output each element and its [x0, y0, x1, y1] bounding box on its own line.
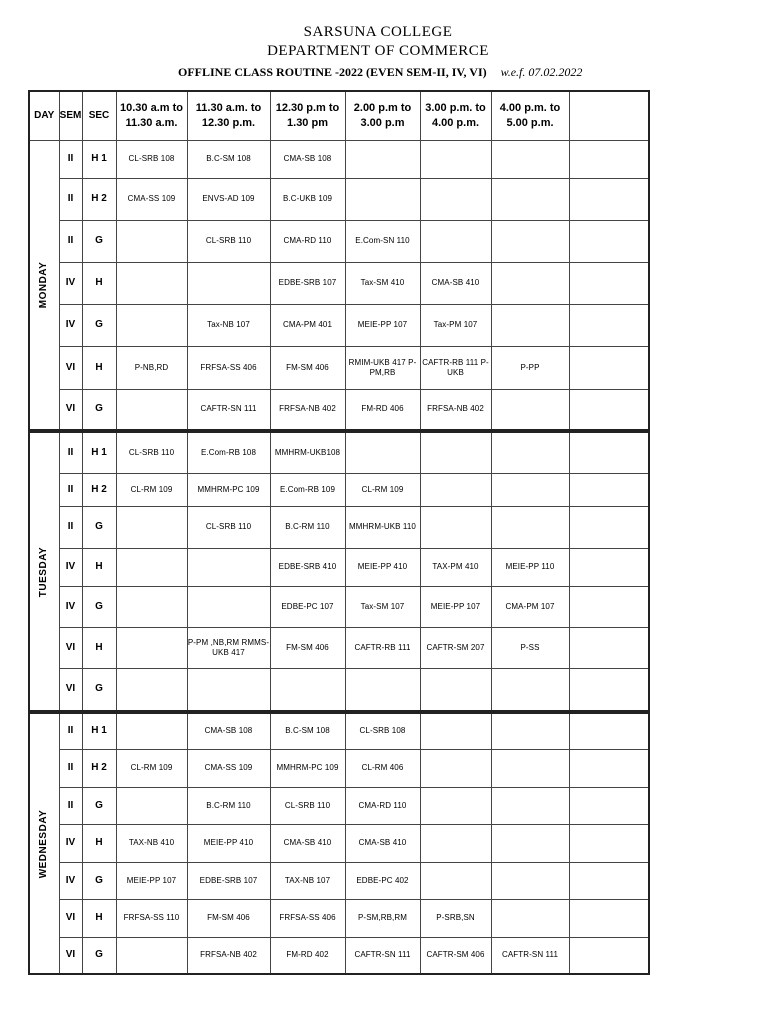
class-cell: E.Com-SN 110 [345, 220, 420, 262]
class-cell [491, 431, 569, 473]
day-name: TUESDAY [38, 546, 50, 597]
college-name: SARSUNA COLLEGE [303, 24, 453, 40]
column-header: 12.30 p.m to 1.30 pm [270, 91, 345, 140]
class-cell: CMA-SB 410 [420, 262, 491, 304]
class-cell [569, 749, 649, 787]
class-cell [116, 548, 187, 586]
class-cell [569, 548, 649, 586]
class-cell [491, 506, 569, 548]
class-cell [569, 824, 649, 862]
class-cell: FM-RD 402 [270, 937, 345, 974]
routine-row [29, 787, 649, 824]
class-cell [491, 262, 569, 304]
routine-row [29, 712, 649, 749]
section-cell: G [82, 389, 116, 431]
class-cell [491, 220, 569, 262]
column-header: 3.00 p.m. to 4.00 p.m. [420, 91, 491, 140]
day-label [29, 431, 59, 712]
class-cell: P-PM ,NB,RM RMMS-UKB 417 [187, 627, 270, 668]
class-cell: P-SM,RB,RM [345, 899, 420, 937]
class-cell: CMA-PM 107 [491, 586, 569, 627]
class-cell [116, 220, 187, 262]
section-cell: H 2 [82, 749, 116, 787]
class-cell [491, 304, 569, 346]
header-row [29, 91, 649, 140]
class-cell [345, 431, 420, 473]
class-cell: CL-SRB 110 [187, 220, 270, 262]
class-cell: MEIE-PP 107 [116, 862, 187, 899]
column-header: SEC [82, 91, 116, 140]
class-cell [420, 473, 491, 506]
routine-row [29, 220, 649, 262]
class-cell: FRFSA-NB 402 [420, 389, 491, 431]
class-cell: E.Com-RB 109 [270, 473, 345, 506]
class-cell: CMA-PM 401 [270, 304, 345, 346]
class-cell [491, 668, 569, 712]
routine-row [29, 140, 649, 178]
class-cell [569, 506, 649, 548]
class-cell [491, 389, 569, 431]
class-cell [420, 140, 491, 178]
class-cell: CMA-SS 109 [187, 749, 270, 787]
class-cell: RMIM-UKB 417 P-PM,RB [345, 346, 420, 389]
class-cell: MEIE-PP 410 [187, 824, 270, 862]
day-name: MONDAY [38, 261, 50, 309]
routine-row [29, 431, 649, 473]
semester-cell: II [59, 473, 82, 506]
class-cell: B.C-RM 110 [270, 506, 345, 548]
class-cell: TAX-PM 410 [420, 548, 491, 586]
routine-row [29, 548, 649, 586]
class-cell: EDBE-SRB 410 [270, 548, 345, 586]
section-cell: H [82, 899, 116, 937]
class-cell [491, 140, 569, 178]
class-cell: P-SS [491, 627, 569, 668]
routine-row [29, 627, 649, 668]
class-cell: B.C-RM 110 [187, 787, 270, 824]
class-cell [116, 262, 187, 304]
semester-cell: VI [59, 627, 82, 668]
section-cell: G [82, 787, 116, 824]
routine-title [178, 65, 582, 80]
class-cell: CMA-SB 410 [345, 824, 420, 862]
class-cell: B.C-SM 108 [270, 712, 345, 749]
class-cell: CL-SRB 108 [116, 140, 187, 178]
class-cell: MEIE-PP 410 [345, 548, 420, 586]
class-cell [345, 140, 420, 178]
class-cell: CAFTR-SN 111 [345, 937, 420, 974]
class-cell: FRFSA-SS 406 [270, 899, 345, 937]
class-cell: FRFSA-SS 406 [187, 346, 270, 389]
semester-cell: II [59, 431, 82, 473]
class-cell [569, 178, 649, 220]
class-cell [569, 304, 649, 346]
semester-cell: IV [59, 824, 82, 862]
class-cell: Tax-NB 107 [187, 304, 270, 346]
class-cell [420, 220, 491, 262]
class-cell: CMA-SB 410 [270, 824, 345, 862]
semester-cell: II [59, 712, 82, 749]
class-cell [569, 220, 649, 262]
class-cell: FRFSA-SS 110 [116, 899, 187, 937]
class-cell: EDBE-PC 402 [345, 862, 420, 899]
class-cell: B.C-UKB 109 [270, 178, 345, 220]
semester-cell: IV [59, 262, 82, 304]
routine-row [29, 346, 649, 389]
semester-cell: VI [59, 389, 82, 431]
routine-row [29, 389, 649, 431]
day-label [29, 140, 59, 431]
section-cell: G [82, 937, 116, 974]
class-cell [491, 712, 569, 749]
section-cell: H 1 [82, 431, 116, 473]
routine-row [29, 262, 649, 304]
class-cell: P-SRB,SN [420, 899, 491, 937]
class-cell [116, 712, 187, 749]
class-cell [491, 178, 569, 220]
section-cell: G [82, 862, 116, 899]
class-cell [569, 389, 649, 431]
class-cell: EDBE-SRB 107 [270, 262, 345, 304]
column-header: 11.30 a.m. to 12.30 p.m. [187, 91, 270, 140]
routine-row [29, 178, 649, 220]
section-cell: H 1 [82, 712, 116, 749]
class-cell: MMHRM-UKB 110 [345, 506, 420, 548]
class-cell: EDBE-SRB 107 [187, 862, 270, 899]
class-cell [116, 304, 187, 346]
class-cell: CL-SRB 108 [345, 712, 420, 749]
class-cell: FM-SM 406 [270, 346, 345, 389]
column-header: 10.30 a.m to 11.30 a.m. [116, 91, 187, 140]
class-cell [569, 668, 649, 712]
class-cell [569, 627, 649, 668]
class-cell [187, 262, 270, 304]
class-cell: CAFTR-RB 111 [345, 627, 420, 668]
class-cell: EDBE-PC 107 [270, 586, 345, 627]
class-cell: FM-SM 406 [270, 627, 345, 668]
class-cell [491, 862, 569, 899]
column-header: SEM [59, 91, 82, 140]
class-cell [569, 937, 649, 974]
class-cell: CL-SRB 110 [116, 431, 187, 473]
class-routine-table [28, 90, 650, 975]
class-cell [569, 787, 649, 824]
class-cell [491, 899, 569, 937]
class-cell [420, 787, 491, 824]
class-cell [116, 787, 187, 824]
column-header [569, 91, 649, 140]
routine-row [29, 749, 649, 787]
class-cell [569, 712, 649, 749]
class-cell [116, 627, 187, 668]
class-cell: TAX-NB 107 [270, 862, 345, 899]
section-cell: H [82, 346, 116, 389]
class-cell: MEIE-PP 110 [491, 548, 569, 586]
semester-cell: II [59, 787, 82, 824]
class-cell: CAFTR-RB 111 P-UKB [420, 346, 491, 389]
class-cell: CMA-RD 110 [345, 787, 420, 824]
class-cell: CAFTR-SN 111 [187, 389, 270, 431]
class-cell [187, 548, 270, 586]
class-cell [569, 140, 649, 178]
section-cell: G [82, 220, 116, 262]
routine-row [29, 862, 649, 899]
class-cell: CL-RM 109 [116, 473, 187, 506]
semester-cell: II [59, 749, 82, 787]
class-cell: CAFTR-SM 207 [420, 627, 491, 668]
section-cell: H [82, 548, 116, 586]
section-cell: G [82, 668, 116, 712]
section-cell: H [82, 627, 116, 668]
class-cell: FM-SM 406 [187, 899, 270, 937]
day-label [29, 712, 59, 974]
class-cell: CMA-SB 108 [270, 140, 345, 178]
semester-cell: IV [59, 862, 82, 899]
class-cell: CL-RM 406 [345, 749, 420, 787]
class-cell: CMA-SB 108 [187, 712, 270, 749]
class-cell [116, 586, 187, 627]
class-cell [420, 862, 491, 899]
class-cell: MMHRM-UKB108 [270, 431, 345, 473]
class-cell [420, 712, 491, 749]
column-header: DAY [29, 91, 59, 140]
class-cell [270, 668, 345, 712]
semester-cell: VI [59, 668, 82, 712]
class-cell: FRFSA-NB 402 [270, 389, 345, 431]
routine-row [29, 586, 649, 627]
routine-row [29, 506, 649, 548]
class-cell [116, 506, 187, 548]
class-cell [491, 473, 569, 506]
routine-label: OFFLINE CLASS ROUTINE -2022 (EVEN SEM-II, IV, VI) [178, 65, 487, 79]
class-cell [116, 389, 187, 431]
class-cell: CL-RM 109 [116, 749, 187, 787]
class-cell [420, 668, 491, 712]
section-cell: H 2 [82, 473, 116, 506]
section-cell: H 2 [82, 178, 116, 220]
class-cell [116, 668, 187, 712]
class-cell [569, 431, 649, 473]
class-cell: TAX-NB 410 [116, 824, 187, 862]
class-cell [491, 824, 569, 862]
semester-cell: II [59, 506, 82, 548]
class-cell [420, 178, 491, 220]
column-header: 4.00 p.m. to 5.00 p.m. [491, 91, 569, 140]
section-cell: G [82, 506, 116, 548]
class-cell: P-PP [491, 346, 569, 389]
semester-cell: VI [59, 346, 82, 389]
class-cell [420, 506, 491, 548]
class-cell [420, 431, 491, 473]
class-cell [491, 787, 569, 824]
class-cell [187, 586, 270, 627]
class-cell [569, 262, 649, 304]
routine-row [29, 899, 649, 937]
day-name: WEDNESDAY [38, 809, 50, 878]
class-cell [569, 899, 649, 937]
class-cell [187, 668, 270, 712]
semester-cell: VI [59, 899, 82, 937]
section-cell: G [82, 304, 116, 346]
section-cell: H [82, 824, 116, 862]
class-cell: MEIE-PP 107 [345, 304, 420, 346]
class-cell: E.Com-RB 108 [187, 431, 270, 473]
class-cell [116, 937, 187, 974]
routine-row [29, 668, 649, 712]
section-cell: G [82, 586, 116, 627]
class-cell: CL-SRB 110 [270, 787, 345, 824]
class-cell: Tax-SM 410 [345, 262, 420, 304]
semester-cell: IV [59, 548, 82, 586]
section-cell: H 1 [82, 140, 116, 178]
class-cell: B.C-SM 108 [187, 140, 270, 178]
class-cell: FM-RD 406 [345, 389, 420, 431]
class-cell: CL-SRB 110 [187, 506, 270, 548]
class-cell: MEIE-PP 107 [420, 586, 491, 627]
effective-date: w.e.f. 07.02.2022 [500, 65, 583, 79]
class-cell: FRFSA-NB 402 [187, 937, 270, 974]
class-cell: Tax-PM 107 [420, 304, 491, 346]
semester-cell: II [59, 140, 82, 178]
class-cell [345, 178, 420, 220]
class-cell: CMA-SS 109 [116, 178, 187, 220]
class-cell: Tax-SM 107 [345, 586, 420, 627]
class-cell [569, 346, 649, 389]
class-cell [569, 473, 649, 506]
class-cell [491, 749, 569, 787]
class-cell [569, 862, 649, 899]
class-cell: CMA-RD 110 [270, 220, 345, 262]
class-cell [345, 668, 420, 712]
routine-row [29, 937, 649, 974]
class-cell [420, 824, 491, 862]
class-cell: P-NB,RD [116, 346, 187, 389]
routine-row [29, 824, 649, 862]
class-cell: CL-RM 109 [345, 473, 420, 506]
department-name: DEPARTMENT OF COMMERCE [267, 43, 489, 59]
class-cell: ENVS-AD 109 [187, 178, 270, 220]
routine-row [29, 473, 649, 506]
section-cell: H [82, 262, 116, 304]
semester-cell: II [59, 178, 82, 220]
class-cell: CAFTR-SM 406 [420, 937, 491, 974]
class-cell: MMHRM-PC 109 [270, 749, 345, 787]
semester-cell: II [59, 220, 82, 262]
column-header: 2.00 p.m to 3.00 p.m [345, 91, 420, 140]
class-cell [569, 586, 649, 627]
semester-cell: IV [59, 304, 82, 346]
routine-row [29, 304, 649, 346]
class-cell: CAFTR-SN 111 [491, 937, 569, 974]
class-cell: MMHRM-PC 109 [187, 473, 270, 506]
semester-cell: VI [59, 937, 82, 974]
semester-cell: IV [59, 586, 82, 627]
class-cell [420, 749, 491, 787]
